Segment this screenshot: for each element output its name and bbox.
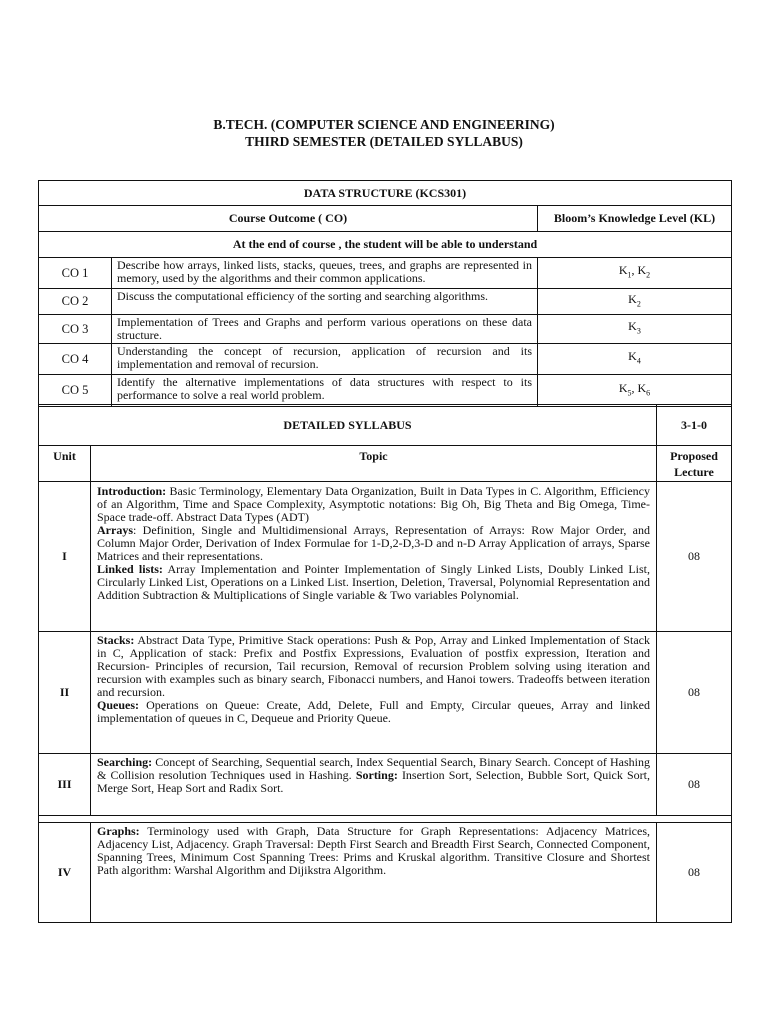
co-row xyxy=(39,375,732,407)
topic-term: Searching: xyxy=(97,755,153,769)
topic-term: Arrays xyxy=(97,523,133,537)
kl-number: 2 xyxy=(636,299,641,309)
kl-number: 6 xyxy=(646,388,651,398)
ltp-value: 3-1-0 xyxy=(657,405,732,446)
co-description: Understanding the concept of recursion, application of recursion and its implementation and removal of recursion. xyxy=(112,344,538,375)
kl-letter: K xyxy=(628,319,637,334)
topic-section xyxy=(97,524,650,563)
topic-section xyxy=(97,756,650,795)
kl-number: 5 xyxy=(627,388,632,398)
co-code: CO 5 xyxy=(39,375,112,407)
topic-text: Concept of Searching, Sequential search, Index Sequential Search, Binary Search. Concept of Hashing & Collision resolution Techniques used in Hashing. xyxy=(97,755,650,782)
co-row xyxy=(39,315,732,344)
co-knowledge-level xyxy=(538,375,732,407)
proposed-lecture-count: 08 xyxy=(657,823,732,923)
proposed-lecture-count: 08 xyxy=(657,754,732,816)
topic-section xyxy=(97,485,650,524)
kl-letter: K xyxy=(618,263,628,278)
co-code: CO 4 xyxy=(39,344,112,375)
lecture-column-header: Proposed Lecture xyxy=(657,446,732,482)
unit-number: III xyxy=(39,754,91,816)
topic-text: Basic Terminology, Elementary Data Organization, Built in Data Types in C. Algorithm, Efficiency of an Algorithm, Time and Space Complexity, Asymptotic notations: Big Oh, Big Theta and Big Omega, Time-Space trade-off. Abstract Data Types (ADT) xyxy=(97,484,650,524)
topic-term: Graphs: xyxy=(97,824,140,838)
topic-section xyxy=(97,563,650,602)
topic-term: Queues: xyxy=(97,698,139,712)
co-row xyxy=(39,289,732,315)
co-code: CO 1 xyxy=(39,258,112,289)
kl-number: 2 xyxy=(646,270,651,280)
unit-row xyxy=(39,482,732,632)
topic-text: Operations on Queue: Create, Add, Delete, Full and Empty, Circular queues, Array and linked implementation of queues in C, Dequeue and Priority Queue. xyxy=(97,698,650,725)
co-knowledge-level xyxy=(538,315,732,344)
topic-term: Stacks: xyxy=(97,633,135,647)
unit-row xyxy=(39,632,732,754)
topic-section xyxy=(97,634,650,699)
kl-letter: K xyxy=(628,349,637,364)
co-knowledge-level xyxy=(538,258,732,289)
unit-number: II xyxy=(39,632,91,754)
row-gap-cell xyxy=(39,816,732,823)
co-description: Discuss the computational efficiency of the sorting and searching algorithms. xyxy=(112,289,538,315)
kl-letter: , K xyxy=(631,380,647,395)
kl-letter: , K xyxy=(631,263,647,278)
unit-number: IV xyxy=(39,823,91,923)
topic-text: : Definition, Single and Multidimensional Arrays, Representation of Arrays: Row Major Order, and Column Major Order, Derivation of Index Formulae for 1-D,2-D,3-D and n-D Array Application of arrays, Sparse Matrices and their representations. xyxy=(97,523,650,563)
unit-topics xyxy=(91,482,657,632)
topic-term: Sorting: xyxy=(355,768,398,782)
co-knowledge-level xyxy=(538,289,732,315)
course-title: DATA STRUCTURE (KCS301) xyxy=(39,181,732,206)
topic-section xyxy=(97,699,650,725)
kl-letter: K xyxy=(628,291,637,306)
program-title: B.TECH. (COMPUTER SCIENCE AND ENGINEERING) xyxy=(213,117,555,132)
co-row xyxy=(39,344,732,375)
co-row xyxy=(39,258,732,289)
co-column-header: Course Outcome ( CO) xyxy=(39,206,538,232)
topic-section xyxy=(97,825,650,877)
kl-letter: K xyxy=(618,380,628,395)
unit-topics xyxy=(91,754,657,816)
unit-number: I xyxy=(39,482,91,632)
unit-column-header: Unit xyxy=(39,446,91,482)
topic-text: Insertion Sort, Selection, Bubble Sort, Quick Sort, Merge Sort, Heap Sort and Radix Sort. xyxy=(97,768,651,795)
kl-number: 3 xyxy=(636,326,641,336)
co-description: Identify the alternative implementations of data structures with respect to its performance to solve a real world problem. xyxy=(112,375,538,407)
co-code: CO 3 xyxy=(39,315,112,344)
proposed-lecture-count: 08 xyxy=(657,632,732,754)
topic-term: Introduction: xyxy=(97,484,167,498)
proposed-lecture-count: 08 xyxy=(657,482,732,632)
co-description: Describe how arrays, linked lists, stacks, queues, trees, and graphs are represented in memory, used by the algorithms and their common applications. xyxy=(112,258,538,289)
outcome-intro: At the end of course , the student will be able to understand xyxy=(39,232,732,258)
syllabus-title: DETAILED SYLLABUS xyxy=(39,405,657,446)
row-gap xyxy=(39,816,732,823)
topic-column-header: Topic xyxy=(91,446,657,482)
kl-column-header: Bloom’s Knowledge Level (KL) xyxy=(538,206,732,232)
topic-text: Array Implementation and Pointer Implementation of Singly Linked Lists, Doubly Linked List, Circularly Linked List, Operations on a Linked List. Insertion, Deletion, Traversal, Polynomial Representation and Addition Subtraction & Multiplications of Single variable & Two variables Polynomial. xyxy=(97,562,651,602)
semester-title: THIRD SEMESTER (DETAILED SYLLABUS) xyxy=(245,134,523,149)
topic-text: Terminology used with Graph, Data Structure for Graph Representations: Adjacency Matrices, Adjacency List, Adjacency. Graph Traversal: Depth First Search and Breadth First Search, Connected Component, Spanning Trees, Minimum Cost Spanning Trees: Prims and Kruskal algorithm. Transitive Closure and Shortest Path algorithm: Warshal Algorithm and Dijikstra Algorithm. xyxy=(97,824,650,877)
kl-number: 4 xyxy=(636,356,641,366)
co-knowledge-level xyxy=(538,344,732,375)
course-outcome-table xyxy=(38,180,732,407)
unit-row xyxy=(39,823,732,923)
topic-term: Linked lists: xyxy=(97,562,163,576)
co-description: Implementation of Trees and Graphs and perform various operations on these data structure. xyxy=(112,315,538,344)
unit-topics xyxy=(91,823,657,923)
co-code: CO 2 xyxy=(39,289,112,315)
unit-row xyxy=(39,754,732,816)
kl-number: 1 xyxy=(627,270,632,280)
topic-text: Abstract Data Type, Primitive Stack operations: Push & Pop, Array and Linked Implementation of Stack in C, Application of stack: Prefix and Postfix Expressions, Evaluation of postfix expression, Iteration and Recursion- Principles of recursion, Tail recursion, Removal of recursion Problem solving using iteration and recursion with examples such as binary search, Fibonacci numbers, and Hanoi towers. Tradeoffs between iteration and recursion. xyxy=(97,633,650,699)
unit-topics xyxy=(91,632,657,754)
syllabus-table xyxy=(38,404,732,923)
